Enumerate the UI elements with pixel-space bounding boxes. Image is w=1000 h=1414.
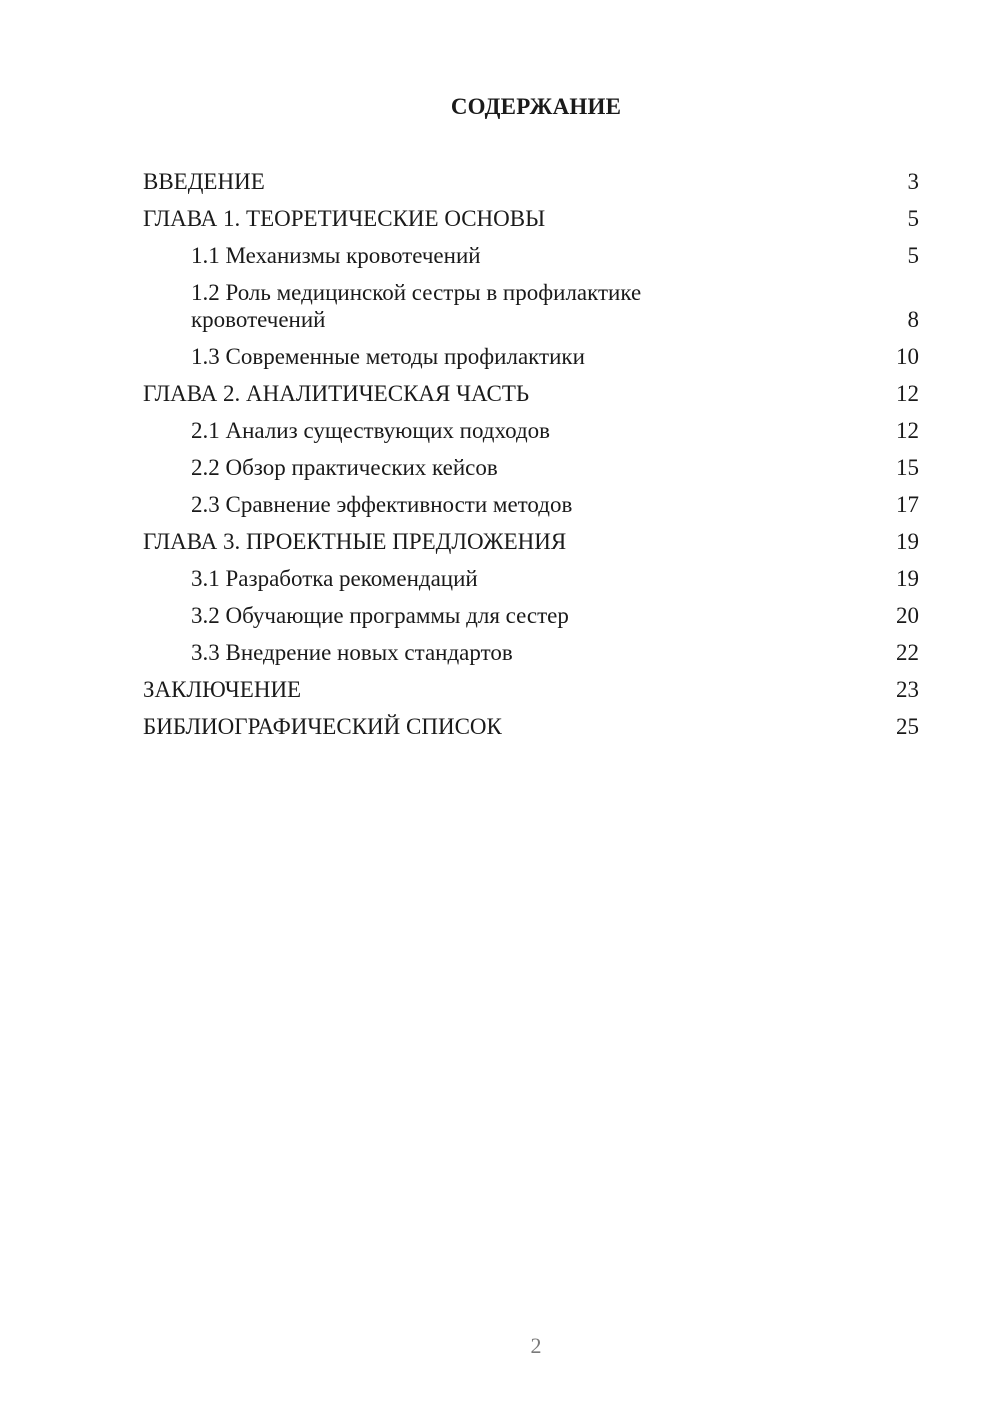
- toc-entry-section-1-3[interactable]: [143, 343, 919, 370]
- toc-entry-section-2-2[interactable]: [143, 454, 919, 481]
- toc-entry-page: 12: [896, 381, 919, 406]
- toc-entry-section-2-3[interactable]: [143, 491, 919, 518]
- toc-entry-page: 22: [896, 640, 919, 665]
- toc-entry-label: 3.2 Обучающие программы для сестер: [191, 603, 569, 628]
- toc-entry-label: ГЛАВА 2. АНАЛИТИЧЕСКАЯ ЧАСТЬ: [143, 381, 530, 406]
- table-of-contents: [143, 168, 919, 750]
- toc-entry-page: 20: [896, 603, 919, 628]
- toc-entry-label: 2.2 Обзор практических кейсов: [191, 455, 498, 480]
- toc-entry-page: 12: [896, 418, 919, 443]
- toc-entry-label: ГЛАВА 1. ТЕОРЕТИЧЕСКИЕ ОСНОВЫ: [143, 206, 546, 231]
- toc-entry-page: 15: [896, 455, 919, 480]
- toc-entry-section-3-3[interactable]: [143, 639, 919, 666]
- toc-entry-chapter-2[interactable]: [143, 380, 919, 407]
- toc-entry-page: 25: [896, 714, 919, 739]
- toc-entry-label: ГЛАВА 3. ПРОЕКТНЫЕ ПРЕДЛОЖЕНИЯ: [143, 529, 567, 554]
- toc-entry-label: 3.1 Разработка рекомендаций: [191, 566, 478, 591]
- toc-entry-bibliography[interactable]: [143, 713, 919, 740]
- toc-entry-label: 2.1 Анализ существующих подходов: [191, 418, 551, 443]
- toc-entry-section-3-2[interactable]: [143, 602, 919, 629]
- toc-entry-page: 17: [896, 492, 919, 517]
- toc-entry-section-2-1[interactable]: [143, 417, 919, 444]
- page-title: СОДЕРЖАНИЕ: [450, 94, 622, 119]
- page-number: 2: [530, 1333, 542, 1358]
- toc-entry-label: 1.3 Современные методы профилактики: [191, 344, 585, 369]
- toc-entry-label: ЗАКЛЮЧЕНИЕ: [143, 677, 302, 702]
- toc-entry-page: 19: [896, 566, 919, 591]
- toc-entry-section-1-2[interactable]: [143, 279, 919, 333]
- toc-entry-label: ВВЕДЕНИЕ: [143, 169, 265, 194]
- toc-entry-page: 10: [896, 344, 919, 369]
- toc-entry-label: БИБЛИОГРАФИЧЕСКИЙ СПИСОК: [143, 714, 502, 739]
- toc-entry-section-3-1[interactable]: [143, 565, 919, 592]
- toc-entry-label: 1.1 Механизмы кровотечений: [191, 243, 481, 268]
- toc-entry-page: 8: [907, 307, 919, 332]
- toc-entry-label: 3.3 Внедрение новых стандартов: [191, 640, 513, 665]
- toc-entry-introduction[interactable]: [143, 168, 919, 195]
- toc-entry-page: 19: [896, 529, 919, 554]
- toc-entry-label: 1.2 Роль медицинской сестры в профилактике кровотечений: [191, 280, 642, 332]
- toc-entry-conclusion[interactable]: [143, 676, 919, 703]
- toc-entry-label: 2.3 Сравнение эффективности методов: [191, 492, 573, 517]
- toc-entry-section-1-1[interactable]: [143, 242, 919, 269]
- toc-entry-page: 3: [907, 169, 919, 194]
- toc-entry-chapter-1[interactable]: [143, 205, 919, 232]
- toc-entry-page: 5: [907, 243, 919, 268]
- toc-entry-chapter-3[interactable]: [143, 528, 919, 555]
- toc-entry-page: 5: [907, 206, 919, 231]
- toc-entry-page: 23: [896, 677, 919, 702]
